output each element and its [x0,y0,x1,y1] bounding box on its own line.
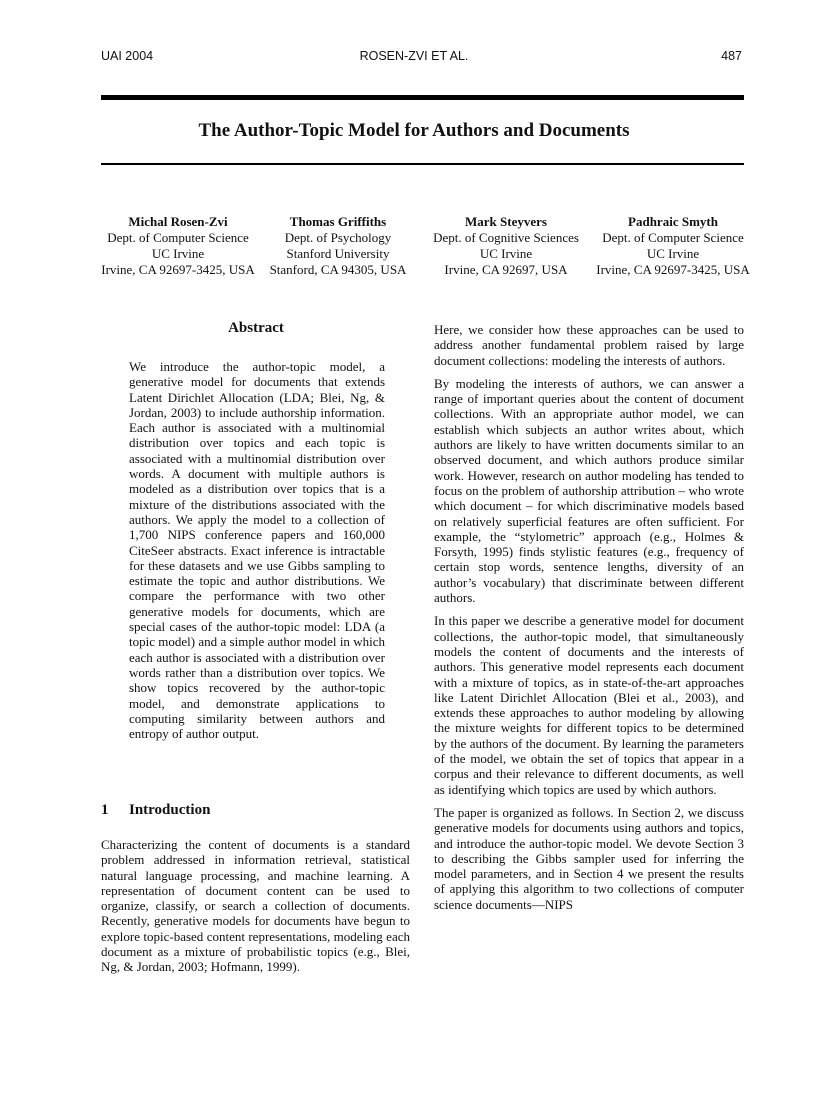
paper-title: The Author-Topic Model for Authors and Documents [198,120,630,141]
author-dept: Dept. of Computer Science [107,230,249,245]
author-address: Irvine, CA 92697-3425, USA [596,262,750,277]
author-block [586,214,760,278]
title-rule-top [101,95,744,100]
author-dept: Dept. of Psychology [284,230,392,245]
author-address: Stanford, CA 94305, USA [269,262,407,277]
author-name: Padhraic Smyth [628,214,718,229]
author-block [258,214,418,278]
author-dept: Dept. of Cognitive Sciences [433,230,579,245]
section-number: 1 [101,802,109,818]
page-number: 487 [721,49,742,63]
running-header-authors: ROSEN-ZVI ET AL. [359,49,469,63]
intro-paragraph: In this paper we describe a generative model for document collections, the author-topic model, that simultaneously models the content of documents and the interests of authors. This generative model represents each document with a mixture of topics, as in state-of-the-art approaches like Latent Dirichlet Allocation (Blei et al., 2003), and extends these approaches to author modeling by allowing the mixture weights for different topics to be determined by the authors of the document. By learning the parameters of the model, we obtain the set of topics that appear in a corpus and their relevance to different documents, as well as identifying which topics are used by which authors. [434,613,744,797]
author-institution: UC Irvine [479,246,533,261]
author-name: Thomas Griffiths [289,214,387,229]
intro-paragraph: Characterizing the content of documents is a standard problem addressed in information retrieval, statistical natural language processing, and machine learning. A representation of document content can be used to organize, classify, or search a collection of documents. Recently, generative models for documents have begun to explore topic-based content representations, modeling each document as a mixture of probabilistic topics (e.g., Blei, Ng, & Jordan, 2003; Hofmann, 1999). [101,837,410,975]
running-header-venue: UAI 2004 [101,49,154,63]
abstract-heading: Abstract [228,320,284,336]
author-institution: UC Irvine [151,246,205,261]
author-address: Irvine, CA 92697-3425, USA [101,262,255,277]
author-block [85,214,271,278]
intro-paragraph: By modeling the interests of authors, we can answer a range of important queries about the content of document collections. With an appropriate author model, we can establish which subjects an author writes about, which authors are likely to have written documents similar to an observed document, and which authors produce similar work. However, research on author modeling has tended to focus on the problem of authorship attribution – who wrote which document – for which discriminative models based on relatively superficial features are often sufficient. For example, the “stylometric” approach (e.g., Holmes & Forsyth, 1995) finds stylistic features (e.g., frequency of certain stop words, sentence lengths, diversity of an author’s vocabulary) that discriminate between different authors. [434,375,744,606]
author-dept: Dept. of Computer Science [602,230,744,245]
section-heading [101,802,210,819]
author-institution: UC Irvine [646,246,700,261]
author-name: Mark Steyvers [465,214,547,229]
intro-paragraph: Here, we consider how these approaches can be used to address another fundamental problem raised by large document collections: modeling the interests of authors. [434,322,744,368]
title-rule-bottom [101,163,744,165]
intro-paragraph: The paper is organized as follows. In Section 2, we discuss generative models for documents using authors and topics, and introduce the author-topic model. We devote Section 3 to describing the Gibbs sampler used for inferring the model parameters, and in Section 4 we present the results of applying this algorithm to two collections of computer science documents—NIPS [434,804,744,912]
abstract-text: We introduce the author-topic model, a generative model for documents that extends Latent Dirichlet Allocation (LDA; Blei, Ng, & Jordan, 2003) to include authorship information. Each author is associated with a multinomial distribution over topics and each topic is associated with a multinomial distribution over words. A document with multiple authors is modeled as a distribution over topics that is a mixture of the distributions associated with the authors. We apply the model to a collection of 1,700 NIPS conference papers and 160,000 CiteSeer abstracts. Exact inference is intractable for these datasets and we use Gibbs sampling to estimate the topic and author distributions. We compare the performance with two other generative models for documents, which are special cases of the author-topic model: LDA (a topic model) and a simple author model in which each author is associated with a distribution over words rather than a distribution over topics. We show topics recovered by the author-topic model, and demonstrate applications to computing similarity between authors and entropy of author output. [129,359,385,742]
author-institution: Stanford University [286,246,390,261]
author-name: Michal Rosen-Zvi [128,214,228,229]
right-column [434,322,744,920]
author-address: Irvine, CA 92697, USA [444,262,568,277]
author-block [421,214,591,278]
section-title: Introduction [129,802,211,818]
